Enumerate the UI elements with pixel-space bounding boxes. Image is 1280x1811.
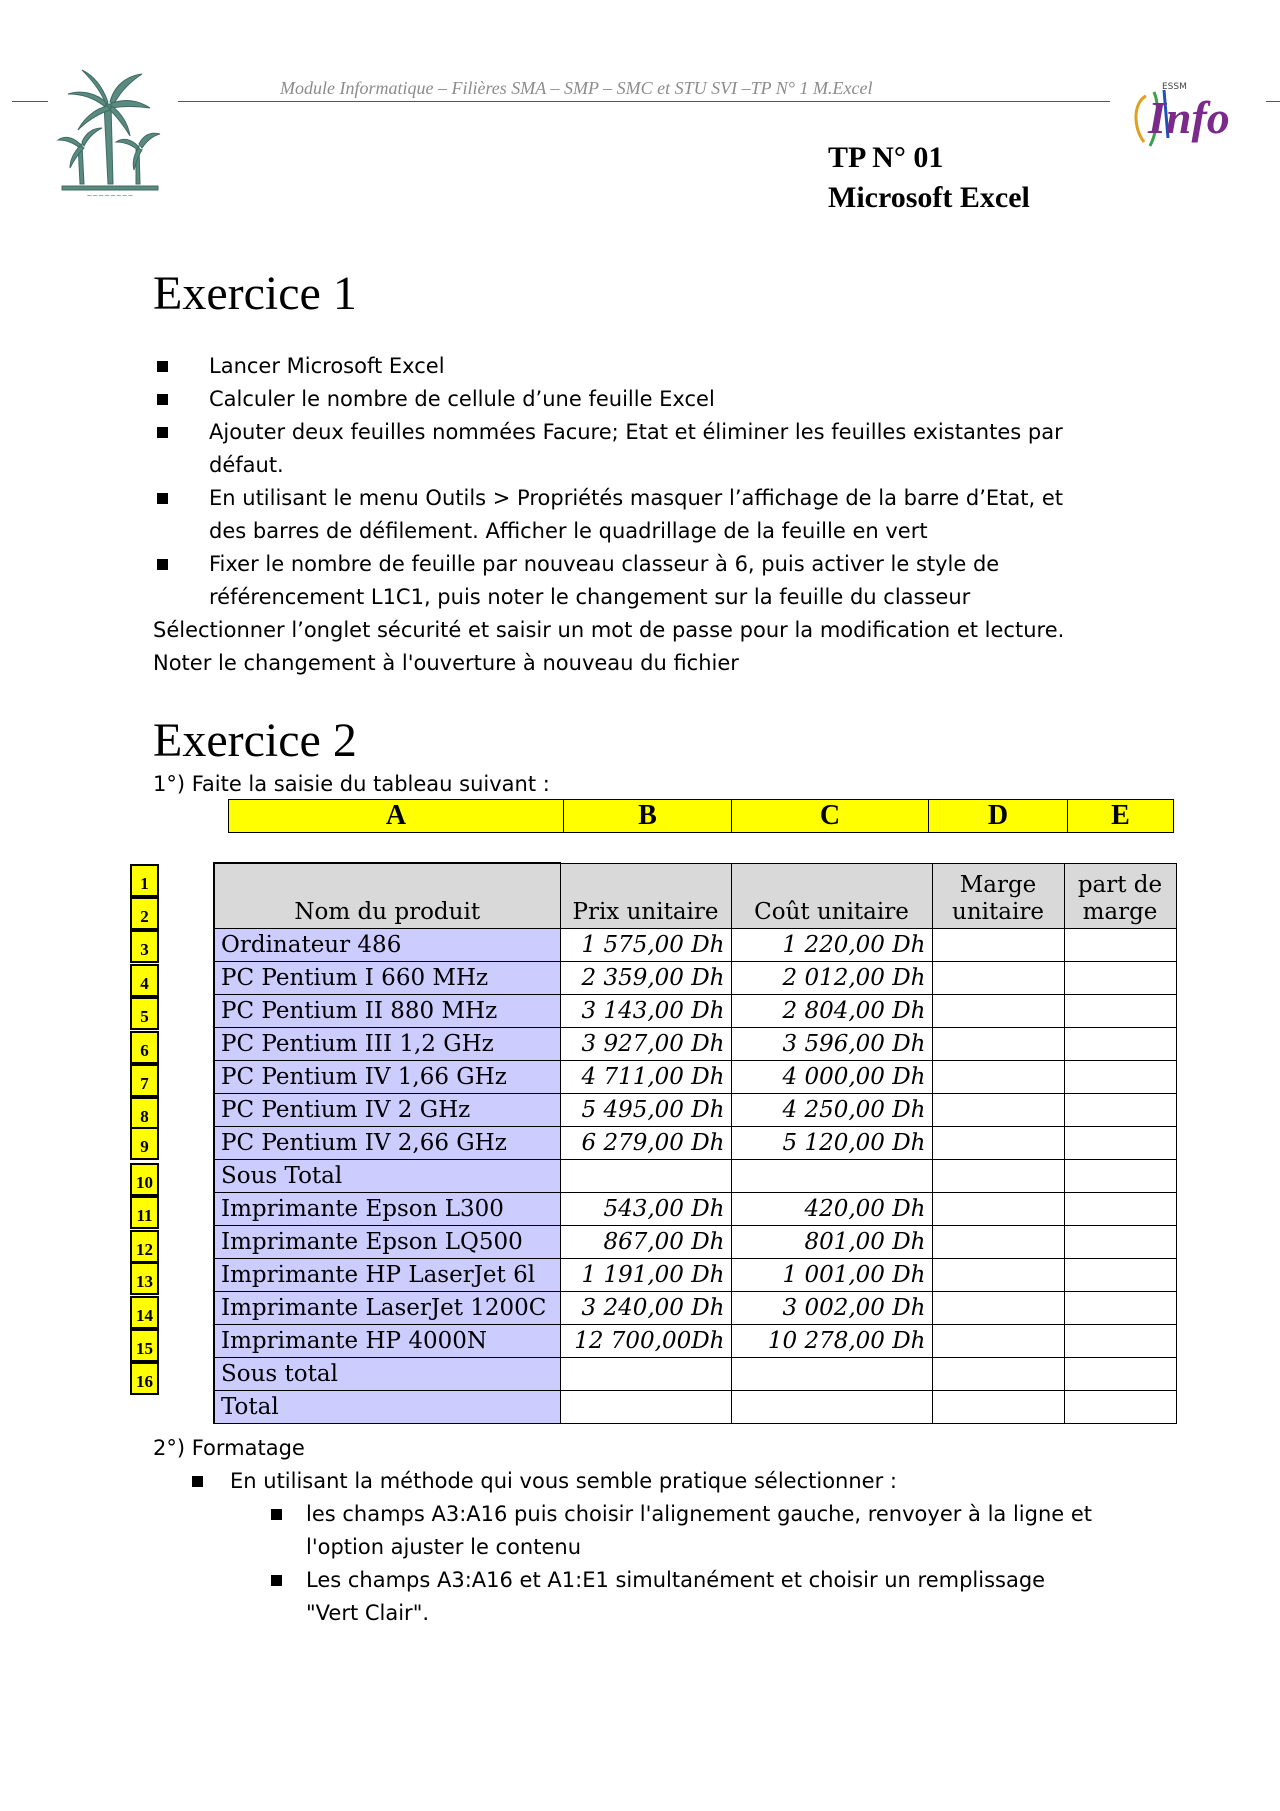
row-number: 4 (130, 964, 159, 997)
cell-product-name[interactable]: Imprimante Epson LQ500 (214, 1226, 560, 1259)
cell-margin-share[interactable] (1064, 1061, 1176, 1094)
cell-unit-cost[interactable]: 3 002,00 Dh (731, 1292, 932, 1325)
step1-text: 1°) Faite la saisie du tableau suivant : (153, 772, 550, 796)
exercise2-title: Exercice 2 (153, 714, 357, 767)
cell-unit-cost[interactable]: 3 596,00 Dh (731, 1028, 932, 1061)
cell-unit-price[interactable]: 3 927,00 Dh (560, 1028, 731, 1061)
row-number: 1 (130, 864, 159, 897)
cell-unit-margin[interactable] (932, 1028, 1064, 1061)
header-unit-margin (932, 863, 1064, 929)
table-row (214, 995, 1176, 1028)
row-number: 8 (130, 1097, 159, 1130)
cell-margin-share[interactable] (1064, 1292, 1176, 1325)
row-number: 10 (130, 1163, 159, 1196)
cell-unit-cost[interactable] (731, 1391, 932, 1424)
header-margin-share (1064, 863, 1176, 929)
sub-list-item-continuation: "Vert Clair". (306, 1601, 430, 1625)
row-number: 16 (130, 1362, 159, 1395)
cell-margin-share[interactable] (1064, 962, 1176, 995)
step2-text: 2°) Formatage (153, 1436, 305, 1460)
cell-unit-price[interactable]: 6 279,00 Dh (560, 1127, 731, 1160)
cell-unit-margin[interactable] (932, 1193, 1064, 1226)
header-unit-margin-line1: Marge (959, 872, 1037, 898)
table-row (214, 929, 1176, 962)
table-header-row (214, 863, 1176, 929)
cell-unit-margin[interactable] (932, 1391, 1064, 1424)
row-number: 3 (130, 930, 159, 963)
cell-product-name[interactable]: PC Pentium I 660 MHz (214, 962, 560, 995)
cell-unit-price[interactable]: 4 711,00 Dh (560, 1061, 731, 1094)
row-number: 7 (130, 1064, 159, 1097)
table-row (214, 1391, 1176, 1424)
table-row (214, 1226, 1176, 1259)
table-row (214, 1094, 1176, 1127)
cell-product-name[interactable]: PC Pentium IV 2,66 GHz (214, 1127, 560, 1160)
cell-unit-margin[interactable] (932, 995, 1064, 1028)
cell-unit-cost[interactable]: 4 250,00 Dh (731, 1094, 932, 1127)
cell-margin-share[interactable] (1064, 1127, 1176, 1160)
cell-unit-price[interactable]: 12 700,00Dh (560, 1325, 731, 1358)
row-number: 14 (130, 1296, 159, 1329)
cell-product-name[interactable]: Total (214, 1391, 560, 1424)
cell-unit-margin[interactable] (932, 1325, 1064, 1358)
cell-margin-share[interactable] (1064, 1325, 1176, 1358)
cell-margin-share[interactable] (1064, 1094, 1176, 1127)
cell-unit-margin[interactable] (932, 1292, 1064, 1325)
table-row (214, 1259, 1176, 1292)
tp-title (828, 138, 1030, 218)
cell-unit-price[interactable]: 1 191,00 Dh (560, 1259, 731, 1292)
header-unit-price: Prix unitaire (560, 863, 731, 929)
cell-unit-price[interactable]: 3 143,00 Dh (560, 995, 731, 1028)
header-product-name: Nom du produit (214, 863, 560, 929)
header-rule (178, 101, 1110, 102)
cell-margin-share[interactable] (1064, 1028, 1176, 1061)
sub-list-item-continuation: l'option ajuster le contenu (306, 1535, 582, 1559)
column-header-e: E (1067, 799, 1174, 833)
cell-margin-share[interactable] (1064, 1160, 1176, 1193)
list-item: Ajouter deux feuilles nommées Facure; Etat et éliminer les feuilles existantes par (209, 420, 1063, 444)
tp-subject: Microsoft Excel (828, 181, 1030, 214)
cell-margin-share[interactable] (1064, 995, 1176, 1028)
bullet-square-icon (157, 394, 168, 405)
row-number: 5 (130, 997, 159, 1030)
paragraph: Sélectionner l’onglet sécurité et saisir un mot de passe pour la modification et lecture. (153, 618, 1065, 642)
palm-tree-logo-icon (56, 64, 164, 200)
cell-unit-cost[interactable]: 10 278,00 Dh (731, 1325, 932, 1358)
cell-margin-share[interactable] (1064, 1358, 1176, 1391)
table-row (214, 1325, 1176, 1358)
column-header-d: D (928, 799, 1068, 833)
cell-unit-cost[interactable] (731, 1358, 932, 1391)
header-rule-right (1266, 101, 1280, 102)
cell-unit-price[interactable]: 543,00 Dh (560, 1193, 731, 1226)
cell-margin-share[interactable] (1064, 1391, 1176, 1424)
column-header-c: C (731, 799, 929, 833)
cell-unit-margin[interactable] (932, 1358, 1064, 1391)
table-row (214, 1160, 1176, 1193)
row-number: 9 (130, 1127, 159, 1160)
cell-unit-cost[interactable]: 801,00 Dh (731, 1226, 932, 1259)
info-logo-small-text: ESSM (1162, 82, 1187, 92)
cell-unit-cost[interactable]: 420,00 Dh (731, 1193, 932, 1226)
table-row (214, 1127, 1176, 1160)
table-row (214, 1292, 1176, 1325)
product-table (213, 862, 1177, 1424)
bullet-square-icon (271, 1575, 282, 1586)
header-unit-cost: Coût unitaire (731, 863, 932, 929)
info-logo-text: Info (1148, 92, 1230, 143)
cell-unit-margin[interactable] (932, 1160, 1064, 1193)
header-rule-left (12, 101, 48, 102)
header-margin-share-line2: marge (1082, 899, 1158, 925)
table-row (214, 1358, 1176, 1391)
cell-product-name[interactable]: Imprimante LaserJet 1200C (214, 1292, 560, 1325)
cell-unit-margin[interactable] (932, 1061, 1064, 1094)
bullet-square-icon (157, 361, 168, 372)
cell-unit-cost[interactable]: 4 000,00 Dh (731, 1061, 932, 1094)
table-row (214, 1028, 1176, 1061)
row-number: 11 (130, 1196, 159, 1229)
table-row (214, 962, 1176, 995)
list-item: Fixer le nombre de feuille par nouveau classeur à 6, puis activer le style de (209, 552, 1000, 576)
cell-margin-share[interactable] (1064, 929, 1176, 962)
cell-unit-price[interactable]: 2 359,00 Dh (560, 962, 731, 995)
cell-unit-price[interactable] (560, 1391, 731, 1424)
exercise1-title: Exercice 1 (153, 267, 357, 320)
cell-unit-margin[interactable] (932, 1226, 1064, 1259)
bullet-square-icon (271, 1509, 282, 1520)
column-header-a: A (228, 799, 564, 833)
cell-unit-cost[interactable]: 1 001,00 Dh (731, 1259, 932, 1292)
cell-unit-margin[interactable] (932, 1259, 1064, 1292)
cell-unit-price[interactable]: 867,00 Dh (560, 1226, 731, 1259)
list-item: En utilisant le menu Outils > Propriétés masquer l’affichage de la barre d’Etat, et (209, 486, 1063, 510)
list-item: Lancer Microsoft Excel (209, 354, 445, 378)
paragraph: Noter le changement à l'ouverture à nouveau du fichier (153, 651, 739, 675)
cell-product-name[interactable]: Imprimante HP 4000N (214, 1325, 560, 1358)
tp-number: TP N° 01 (828, 141, 944, 174)
cell-product-name[interactable]: Sous total (214, 1358, 560, 1391)
running-title: Module Informatique – Filières SMA – SMP – SMC et STU SVI –TP N° 1 M.Excel (280, 78, 873, 98)
cell-unit-price[interactable]: 3 240,00 Dh (560, 1292, 731, 1325)
cell-unit-price[interactable] (560, 1160, 731, 1193)
bullet-square-icon (157, 493, 168, 504)
list-item-continuation: référencement L1C1, puis noter le changement sur la feuille du classeur (209, 585, 971, 609)
header-unit-margin-line2: unitaire (952, 899, 1044, 925)
cell-unit-margin[interactable] (932, 962, 1064, 995)
svg-text:~~~~~~~~: ~~~~~~~~ (86, 192, 134, 200)
row-number: 12 (130, 1230, 159, 1263)
table-row (214, 1061, 1176, 1094)
cell-margin-share[interactable] (1064, 1226, 1176, 1259)
cell-unit-price[interactable] (560, 1358, 731, 1391)
cell-unit-price[interactable]: 5 495,00 Dh (560, 1094, 731, 1127)
cell-unit-cost[interactable] (731, 1160, 932, 1193)
cell-product-name[interactable]: PC Pentium IV 1,66 GHz (214, 1061, 560, 1094)
cell-margin-share[interactable] (1064, 1259, 1176, 1292)
column-header-b: B (563, 799, 732, 833)
cell-unit-margin[interactable] (932, 1127, 1064, 1160)
bullet-square-icon (192, 1476, 203, 1487)
bullet-square-icon (157, 559, 168, 570)
cell-unit-cost[interactable]: 1 220,00 Dh (731, 929, 932, 962)
list-item-continuation: défaut. (209, 453, 284, 477)
info-logo (1124, 82, 1250, 154)
cell-unit-price[interactable]: 1 575,00 Dh (560, 929, 731, 962)
list-item: Calculer le nombre de cellule d’une feuille Excel (209, 387, 715, 411)
cell-product-name[interactable]: Imprimante Epson L300 (214, 1193, 560, 1226)
cell-unit-margin[interactable] (932, 929, 1064, 962)
cell-product-name[interactable]: PC Pentium III 1,2 GHz (214, 1028, 560, 1061)
row-number: 2 (130, 897, 159, 930)
row-number: 13 (130, 1262, 159, 1295)
cell-product-name[interactable]: Imprimante HP LaserJet 6l (214, 1259, 560, 1292)
cell-product-name[interactable]: PC Pentium IV 2 GHz (214, 1094, 560, 1127)
sub-list-item: Les champs A3:A16 et A1:E1 simultanément et choisir un remplissage (306, 1568, 1046, 1592)
cell-unit-cost[interactable]: 2 804,00 Dh (731, 995, 932, 1028)
bullet-square-icon (157, 427, 168, 438)
list-item-continuation: des barres de défilement. Afficher le quadrillage de la feuille en vert (209, 519, 928, 543)
header-margin-share-line1: part de (1077, 872, 1163, 898)
row-number: 6 (130, 1031, 159, 1064)
table-row (214, 1193, 1176, 1226)
format-instruction: En utilisant la méthode qui vous semble pratique sélectionner : (230, 1469, 897, 1493)
cell-product-name[interactable]: Sous Total (214, 1160, 560, 1193)
cell-unit-cost[interactable]: 2 012,00 Dh (731, 962, 932, 995)
cell-product-name[interactable]: PC Pentium II 880 MHz (214, 995, 560, 1028)
cell-margin-share[interactable] (1064, 1193, 1176, 1226)
cell-product-name[interactable]: Ordinateur 486 (214, 929, 560, 962)
cell-unit-margin[interactable] (932, 1094, 1064, 1127)
row-number: 15 (130, 1329, 159, 1362)
sub-list-item: les champs A3:A16 puis choisir l'alignement gauche, renvoyer à la ligne et (306, 1502, 1093, 1526)
cell-unit-cost[interactable]: 5 120,00 Dh (731, 1127, 932, 1160)
